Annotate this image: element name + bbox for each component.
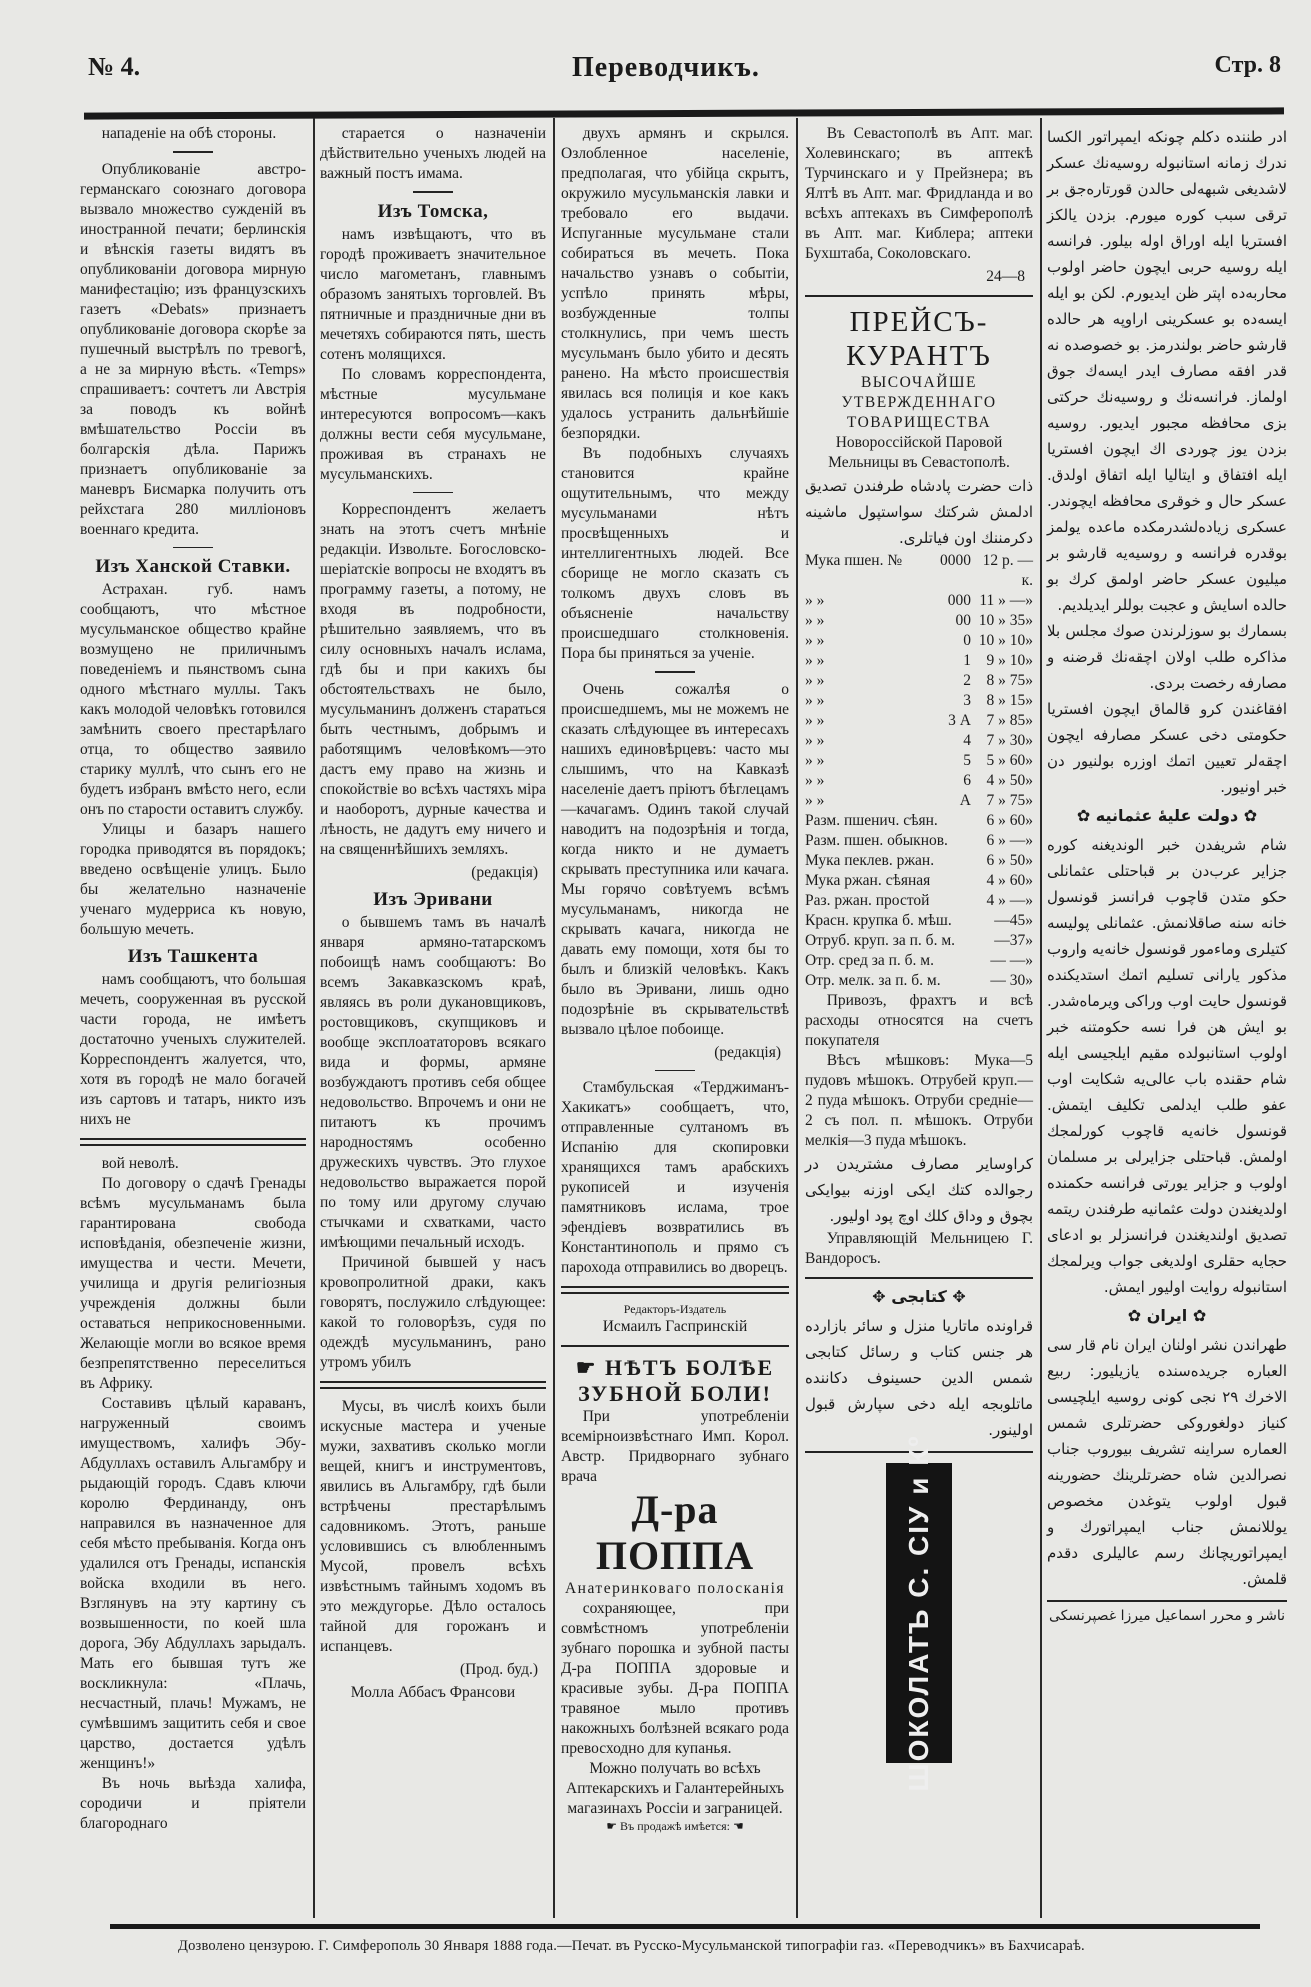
- price-item: » »: [805, 652, 825, 669]
- ottoman-paragraph: ذات حضرت پادشاه طرفندن تصدیق ادلمش شرکتك سواستپول ماشینه دکرمننك اون فیاتلری.: [805, 477, 1033, 547]
- rule: [561, 1345, 789, 1347]
- grade-number: [938, 811, 978, 831]
- price-item: Отр. сред за п. б. м.: [805, 952, 934, 969]
- price-value: — —»: [990, 952, 1033, 969]
- paragraph: вой неволѣ.: [101, 1155, 179, 1172]
- small-caption: ☛ Въ продажѣ имѣется: ☚: [606, 1819, 744, 1833]
- price-value: —45»: [994, 912, 1033, 929]
- short-divider: [173, 547, 213, 549]
- small-caption: Редакторъ-Издатель: [623, 1302, 727, 1316]
- price-value: 10 » 10»: [978, 632, 1033, 649]
- column-4-advertisements: [805, 124, 1033, 1792]
- header-rule: [84, 107, 1284, 119]
- publisher-signature-ottoman: ناشر و محرر اسماعیل میرزا غصپرنسکی: [1047, 1600, 1287, 1626]
- centered-text: Исмаилъ Гаспринскій: [602, 1318, 748, 1335]
- price-item: Отр. мелк. за п. б. м.: [805, 972, 941, 989]
- paragraph: нападеніе на обѣ стороны.: [101, 125, 277, 142]
- price-item: » »: [805, 732, 825, 749]
- paragraph: Въ подобныхъ случаяхъ становится крайне ощутительнымъ, что между мусульманами нѣтъ просвѣщенныхъ и интеллигентныхъ людей. Все сборище не могло сказать съ толкомъ двухъ словъ въ объясненіе начальству происшедшаго столкновенія. Пора бы приняться за ученіе.: [561, 445, 789, 662]
- price-item: » »: [805, 632, 825, 649]
- price-value: 4 » 50»: [986, 772, 1033, 789]
- column-divider: [553, 118, 555, 1918]
- ottoman-paragraph: قراونده ماتاریا منزل و سائر بازارده هر جنس کتاب و رسائل کتابجی شمس الدین حسینوف دکاننده ماتلوبجه ایله دخی سپارش قبول اولینور.: [805, 1317, 1033, 1439]
- paragraph: По словамъ корреспондента, мѣстные мусульмане интересуются вопросомъ—какъ должны вести себя мусульмане, проживая въ странахъ не мусульманскихъ.: [320, 365, 546, 483]
- ottoman-heading: ✥ کتابجی ✥: [872, 1287, 966, 1306]
- ottoman-paragraph: بسمارك بو سوزلرندن صوك مجلس بلا مذاکره طلب اولان اچقه‌نك قرضنه و مصارفه رخصت بردی.: [1047, 622, 1287, 692]
- price-row: [805, 551, 1033, 591]
- price-row: [805, 811, 1033, 831]
- price-row: [805, 771, 1033, 791]
- paragraph: намъ сообщаютъ, что большая мечеть, сооруженная въ русской части города, не имѣетъ достаточно ученыхъ служителей. Корреспондентъ жалуется, что, хотя въ городѣ не мало богачей изъ сартовъ и татаръ, никто изъ нихъ не: [80, 971, 306, 1128]
- price-row: [805, 731, 1033, 751]
- grade-number: 3: [963, 692, 971, 709]
- double-rule: [320, 1381, 546, 1389]
- price-item: » »: [805, 772, 825, 789]
- signature: 24—8: [986, 268, 1025, 285]
- price-row: [805, 891, 1033, 911]
- price-row: [805, 911, 1033, 931]
- price-row: [805, 651, 1033, 671]
- price-value: 7 » 75»: [986, 792, 1033, 809]
- grade-number: 0: [963, 632, 971, 649]
- censorship-imprint: Дозволено цензурою. Г. Симферополь 30 Января 1888 года.—Печат. въ Русско-Мусульманской типографіи газ. «Переводчикъ» въ Бахчисараѣ.: [178, 1938, 1085, 1954]
- price-item: Мука пшен. №: [805, 552, 903, 569]
- price-value: 7 » 30»: [986, 732, 1033, 749]
- double-rule: [80, 1138, 306, 1146]
- price-row: [805, 931, 1033, 951]
- grade-number: 4: [963, 732, 971, 749]
- price-row: [805, 791, 1033, 811]
- price-item: Разм. пшенич. сѣян.: [805, 812, 938, 829]
- short-divider: [655, 671, 695, 673]
- price-value: 7 » 85»: [986, 712, 1033, 729]
- paragraph: По договору о сдачѣ Гренады всѣмъ мусульманамъ была гарантирована свобода исповѣданія, обезпеченіе жизни, имущества и чести. Мечети, училища и другія религіозныя учрежденія должны были оставаться неприкосновенными. Желающіе могли во всякое время безпрепятственно переселиться въ Африку.: [80, 1175, 306, 1392]
- price-row: [805, 591, 1033, 611]
- grade-number: 1: [963, 652, 971, 669]
- paragraph: двухъ армянъ и скрылся. Озлобленное населеніе, предполагая, что убійца скрытъ, окружило мусульманскія лавки и требовало его выдачи. Испуганные мусульмане стали собираться въ мечеть. Пока начальство узнавъ о событіи, успѣло принять мѣры, возбужденные толпы столкнулись, при чемъ шесть мусульманъ было убито и десять ранено. На мѣсто происшествія явилась вся полиція и кое какъ удалось устранить дальнѣйшіе безпорядки.: [561, 125, 789, 442]
- grade-number: [941, 971, 979, 991]
- price-value: 11 » —»: [979, 592, 1033, 609]
- grade-number: 00: [955, 612, 971, 629]
- price-item: Раз. ржан. простой: [805, 892, 930, 909]
- ad-headline: ☛ НѢТЪ БОЛѢЕ ЗУБНОЙ БОЛИ!: [575, 1355, 775, 1406]
- paragraph: о бывшемъ тамъ въ началѣ января армяно-татарскомъ побоищѣ намъ сообщаютъ: Во всемъ Закавказскомъ краѣ, являясь въ роли дукановщиковъ, ростовщиковъ, скупщиковъ и вообще эксплоататоровъ всякаго вида и формы, армяне возбуждаютъ противъ себя общее недовольство. Впрочемъ и они не питаютъ къ прочимъ народностямъ особенно дружескихъ чувствъ. Это глухое недовольство выражается порой по тому или другому случаю стычками и схватками, часто имѣющими печальный исходъ.: [320, 914, 546, 1251]
- price-value: 6 » 60»: [986, 812, 1033, 829]
- paragraph: Очень сожалѣя о происшедшемъ, мы не можемъ не сказать слѣдующее въ интересахъ нашихъ единовѣрцевъ: часто мы слышимъ, что на Кавказѣ населеніе даетъ пріютъ бѣглецамъ—качагамъ. Одинъ такой случай наводитъ на подозрѣнія и тогда, когда никто и не думаетъ скрывать преступника или качага. Мы горячо совѣтуемъ всѣмъ мусульманамъ, никогда не скрывать качага, никогда не давать ему помощи, хотя бы то былъ и близкій человѣкъ. Какъ было въ Эривани, лишь одно подозрѣніе въ скрывательствѣ вызвало цѣлое побоище.: [561, 680, 789, 1038]
- price-item: » »: [805, 672, 825, 689]
- price-row: [805, 871, 1033, 891]
- price-item: » »: [805, 752, 825, 769]
- price-row: [805, 951, 1033, 971]
- rule: [805, 1277, 1033, 1279]
- signature: (редакція): [714, 1043, 781, 1061]
- ottoman-heading: ✿ ایران ✿: [1127, 1306, 1207, 1325]
- paragraph: Корреспондентъ желаетъ знать на этотъ счетъ мнѣніе редакціи. Извольте. Богословско-шеріатскіе вопросы не входятъ въ программу газеты, а потому, не входя въ подробности, рѣшительно заявляемъ, что въ силу основныхъ началъ ислама, гдѣ бы и при какихъ бы обстоятельствахъ не было, мусульманинъ долженъ стараться быть честнымъ, добрымъ и работящимъ человѣкомъ—это дастъ ему право на жизнь и спокойствіе во всѣхъ частяхъ міра и наоборотъ, дурные качества и лѣность, не дадутъ ему ничего и на священнѣйшихъ земляхъ.: [320, 501, 546, 858]
- price-item: » »: [805, 612, 825, 629]
- grade-number: 3 А: [948, 712, 971, 729]
- grade-number: [948, 831, 983, 851]
- grade-number: 6: [963, 772, 971, 789]
- price-value: 6 » —»: [986, 832, 1033, 849]
- price-value: 4 » —»: [986, 892, 1033, 909]
- price-row: [805, 851, 1033, 871]
- ottoman-paragraph: افقاغندن کرو قالماق ایچون افستریا حکومتی دخی عسکر مصارفه ایچون اچقه‌لر تعیین اتمك اوزره بولنیور دن خبر اونیور.: [1047, 700, 1287, 796]
- price-value: 10 » 35»: [978, 612, 1033, 629]
- rule: [805, 295, 1033, 297]
- price-value: 8 » 75»: [986, 672, 1033, 689]
- caps-subtitle: Анатеринковаго полосканія: [564, 1580, 786, 1597]
- price-value: 9 » 10»: [986, 652, 1033, 669]
- price-item: Отруб. круп. за п. б. м.: [805, 932, 955, 949]
- paragraph: Астрахан. губ. намъ сообщаютъ, что мѣстное мусульманское общество крайне возмущено не приличнымъ поведеніемъ и пьянствомъ сына одного мѣстнаго муллы. Такъ какъ молодой человѣкъ готовился замѣнить своего престарѣлаго отца, то общество заявило старику муллѣ, что сынъ его не будетъ избранъ вмѣсто него, если онъ по старости оставитъ службу.: [80, 581, 306, 818]
- paragraph: намъ извѣщаютъ, что въ городѣ проживаетъ значительное число магометанъ, главнымъ образомъ занятыхъ торговлей. Въ пятничные и праздничные дни въ мечетяхъ собираются пять, шесть сотенъ молящихся.: [320, 225, 546, 363]
- price-item: » »: [805, 592, 825, 609]
- price-item: » »: [805, 792, 825, 809]
- price-row: [805, 831, 1033, 851]
- price-list-title: ПРЕЙСЪ-КУРАНТЪ: [846, 306, 992, 372]
- column-3: [561, 124, 789, 1834]
- signature: (редакція): [471, 864, 538, 881]
- price-item: Мука пеклев. ржан.: [805, 852, 935, 869]
- price-value: 6 » 50»: [986, 852, 1033, 869]
- section-heading: Изъ Томска,: [377, 200, 489, 222]
- price-value: —37»: [994, 932, 1033, 949]
- chocolate-ad-text: ШОКОЛАТЪ С. СІУ и Кº: [903, 1434, 934, 1792]
- price-value: 8 » 15»: [986, 692, 1033, 709]
- short-divider: [173, 151, 213, 153]
- grade-number: [930, 871, 973, 891]
- price-value: 12 р. — к.: [982, 552, 1033, 589]
- price-item: » »: [805, 712, 825, 729]
- grade-number: [929, 891, 972, 911]
- short-divider: [413, 492, 453, 494]
- ottoman-heading: ✿ دولت علیهٔ عثمانیه ✿: [1076, 806, 1258, 825]
- short-divider: [413, 191, 453, 193]
- paragraph: Вѣсъ мѣшковъ: Мука—5 пудовъ мѣшокъ. Отрубей круп.—2 пуда мѣшокъ. Отруби средніе—2 съ пол. п. мѣшокъ. Отруби мелкія—3 пуда мѣшокъ.: [805, 1052, 1033, 1149]
- price-value: — 30»: [990, 972, 1033, 989]
- price-row: [805, 611, 1033, 631]
- page-number: Стр. 8: [1214, 52, 1281, 78]
- price-item: Красн. крупка б. мѣш.: [805, 912, 952, 929]
- price-item: Мука ржан. сѣяная: [805, 872, 931, 889]
- paragraph: Стамбульская «Терджиманъ-Хакикатъ» сообщаетъ, что, отправленные султаномъ въ Испанію для скопировки хранящихся тамъ арабскихъ рукописей и изученія памятниковъ ислама, трое эфендіевъ возвратились въ Константинополь и прямо съ парохода отправились во дворецъ.: [561, 1079, 789, 1276]
- ad-headline-name: Д-ра ПОППА: [595, 1487, 755, 1578]
- ottoman-paragraph: کراوسایر مصارف مشتریدن در رجوالده کتك ایکی اوزنه بیوایکی بچوق و وداق کلك اوچ پود اولیور.: [805, 1155, 1033, 1225]
- grade-number: [934, 951, 975, 971]
- paragraph: При употребленіи всемірноизвѣстнаго Имп. Корол. Австр. Придворнаго зубнаго врача: [561, 1408, 789, 1485]
- paragraph: Привозъ, фрахтъ и всѣ расходы относятся на счетъ покупателя: [805, 992, 1033, 1049]
- grade-number: [952, 911, 986, 931]
- section-heading: Изъ Ташкента: [127, 946, 259, 967]
- price-value: 4 » 60»: [986, 872, 1033, 889]
- centered-text: Молла Аббасъ Франсови: [350, 1684, 516, 1701]
- signature: (Прод. буд.): [459, 1661, 538, 1678]
- paragraph: Въ Севастополѣ въ Апт. маг. Холевинскаго; въ аптекѣ Турчинскаго и у Прейзнера; въ Ялтѣ въ Апт. маг. Фридланда и во всѣхъ аптекахъ въ Симферополѣ въ Апт. маг. Киблера; аптеки Бухштаба, Соколовскаго.: [805, 125, 1033, 262]
- column-divider: [313, 118, 315, 1918]
- price-item: » »: [805, 692, 825, 709]
- price-item: Разм. пшен. обыкнов.: [805, 832, 948, 849]
- price-row: [805, 711, 1033, 731]
- grade-number: 2: [963, 672, 971, 689]
- section-heading: Изъ Эривани: [373, 889, 493, 910]
- section-heading: Изъ Ханской Ставки.: [95, 556, 291, 577]
- footer-rule: [110, 1924, 1260, 1929]
- paragraph: Составивъ цѣлый караванъ, нагруженный своимъ имуществомъ, халифъ Эбу-Абдуллахъ оставилъ Альгамбру и рыдающій городъ. Сдавъ ключи королю Фердинанду, онъ направился въ назначенное для себя мѣсто пребыванія. Когда онъ удалился отъ Гренады, испанскія войска входили въ него. Взглянувъ на эту картину съ возвышенности, по коей шла дорога, Эбу Абдуллахъ зарыдалъ. Мать его бывшая тутъ же воскликнула: «Плачь, несчастный, плачь! Мужамъ, не сумѣвшимъ защитить себя и свое царство, достается удѣлъ женщинъ!»: [80, 1395, 306, 1772]
- paragraph: сохраняющее, при совмѣстномъ употребленіи зубнаго порошка и зубной пасты Д-ра ПОППА здоровые и красивые зубы. Д-ра ПОППА травяное мыло противъ накожныхъ болѣзней всякаго рода превосходно для купанья.: [561, 1600, 789, 1757]
- grade-number: 0000: [940, 552, 971, 569]
- grade-number: [934, 851, 975, 871]
- chocolate-advertisement: [886, 1434, 952, 1792]
- paragraph: Опубликованіе австро-германскаго союзнаго договора вызвало множество сужденій въ иностранной печати; берлинскія и вѣнскія газеты видятъ въ опубликованіи договора мирную манифестацію; изъ французскихъ газетъ «Debats» признаетъ опубликованіе договора скорѣе за пушечный выстрѣлъ по тревогѣ, а не за мирную вѣсть. «Temps» спрашиваетъ: сочтетъ ли Австрія за поводъ къ войнѣ вмѣшательство Россіи въ болгарскія дѣла. Парижъ признаетъ опубликованіе за маневръ Бисмарка получить отъ рейхстага 280 милліоновъ военнаго кредита.: [80, 160, 306, 538]
- price-value: 5 » 60»: [986, 752, 1033, 769]
- centered-text: Можно получать во всѣхъ Аптекарскихъ и Галантерейныхъ магазинахъ Россіи и заграницей.: [566, 1760, 784, 1817]
- short-divider: [655, 1070, 695, 1072]
- grade-number: А: [959, 792, 971, 809]
- column-divider: [1040, 118, 1042, 1918]
- column-1: [80, 124, 306, 1834]
- ottoman-paragraph: ادر طننده دکلم چونکه ایمپراتور الکسا ندرك زمانه استانبوله روسیه‌نك عسکر لاشدیغی شبهه‌لی حالدن قورتاره‌جق بر ترقی سبب کوره میورم. بزدن یالکز افستریا ایله اوراق اوله بیلور. فرانسه ایله روسیه حربی ایچون حاضر اولوب محاربه‌ده اپتر ظن ایدیورم. لکن بو ایله ایسه‌ده بو عسکرینی اراوپه هر حالده قارشو حاضر بولندرمز. بو خصوصده نه قدر افقه مصارف ایدر ایسه‌ك جوق اولماز. فرانسه‌نك و روسیه‌نك حرکتی بزی محافظه مجبور ایدیور. روسیه بزدن یوز چوردی اك ایچون افستریا ایله افتفاق و ایتالیا ایله اتفاق اولدق. عسکر حال و خوقری محافظه ایچوندر. عسکری زیاده‌لشدرمکده ماعده یولمز بوقدره فرانسه و روسیه‌یه قارشو بر میلیون عسکر حاضر اولمق کرك بو حالده اسایش و عجبت بوللر ایدیلدیم.: [1047, 128, 1287, 614]
- issue-number: № 4.: [88, 52, 141, 81]
- price-row: [805, 751, 1033, 771]
- paragraph: Мусы, въ числѣ коихъ были искусные мастера и ученые мужи, захвативъ сколько могли вещей, книгъ и инструментовъ, явились въ Альгамбру, гдѣ были встрѣчены престарѣлымъ садовникомъ. Этотъ, раньше условившись съ влюбленнымъ Мусой, провелъ всѣхъ извѣстнымъ тайнымъ ходомъ въ это междугорье. Дѣло осталось тайной для горожанъ и испанцевъ.: [320, 1398, 546, 1655]
- paragraph: старается о назначеніи дѣйствительно ученыхъ людей на важный постъ имама.: [320, 125, 546, 182]
- grade-number: [955, 931, 987, 951]
- grade-number: 000: [947, 592, 971, 609]
- newspaper-title: Переводчикъ.: [572, 52, 760, 83]
- price-row: [805, 691, 1033, 711]
- column-5-ottoman: [1047, 124, 1287, 1626]
- ottoman-paragraph: طهراندن نشر اولنان ایران نام قار سی العباره جریده‌سنده یازیلیور: ربیع الاخرك ۲۹ نجی کونی روسیه ایلچیسی کنیاز دولغوروکی حضرتلری شمس العماره سراینه تشریف بیوروب جناب نصرالدین شاه حضرتلرینك حضورینه قبول اولوب یتوغدن مخصوص یوللانمش جناب ایمپراتورك و ایمپراتوریچانك رسم عالیلری دقدم قلمش.: [1047, 1336, 1288, 1588]
- paragraph: Въ ночь выѣзда халифа, сородичи и пріятели благороднаго: [80, 1775, 306, 1832]
- column-2: [320, 124, 546, 1703]
- centered-text: Новороссійской Паровой Мельницы въ Севастополѣ.: [828, 434, 1010, 471]
- price-row: [805, 631, 1033, 651]
- price-row: [805, 671, 1033, 691]
- price-row: [805, 971, 1033, 991]
- paragraph: Улицы и базаръ нашего городка приводятся въ порядокъ; введено освѣщеніе улицъ. Было бы желательно назначеніе ученаго мудерриса къ новую, большую мечеть.: [80, 821, 306, 938]
- column-divider: [796, 118, 798, 1918]
- paragraph: Управляющій Мельницею Г. Вандоросъ.: [805, 1230, 1033, 1267]
- ottoman-paragraph: شام شریفدن خبر الوندیغنه کوره جزایر عرب‌دن بر قباحتلی عثمانلی حکو متدن قاچوب فرانسز قونسول خانه سنه صاقلانمش. عثمانلی پولیسه کتیلری وماءمور قونسول خانه‌یه واروب مذکور یارانی تسلیم اتمك استدیکنده قونسول حایت اوب وراکی ویرماه‌شدر. بو ایش هن فرا نسه حکومتنه خبر اولوب استانبولده مقیم ایلجیسی ایله شام حقنده باب عالی‌یه شکایت اوب عفو طلب ایدلمی تکلیف ایتمش. قونسول خانه‌یه قاچوب کورلمجك اولمش. قباحتلی جزایرلی بر مسلمان اولوب و جزایر یورتی فرانسه حکمنده اولدیغندن دولت عثمانیه طرفندن ریتمه تصدیق اولندیغندن فرانسزلر بو ادعای حجایه حقلری اولدیغی جواب ویرلمجك استانبوله روایت اولیور ایمش.: [1047, 836, 1287, 1296]
- caps-subtitle: ВЫСОЧАЙШЕ УТВЕРЖДЕННАГО ТОВАРИЩЕСТВА: [841, 374, 997, 431]
- double-rule: [561, 1286, 789, 1294]
- paragraph: Причиной бывшей у насъ кровопролитной драки, какъ говорятъ, послужило слѣдующее: какой то головорѣзъ, судя по одеждѣ мусульманинъ, рано утромъ убилъ: [320, 1254, 546, 1371]
- grade-number: 5: [963, 752, 971, 769]
